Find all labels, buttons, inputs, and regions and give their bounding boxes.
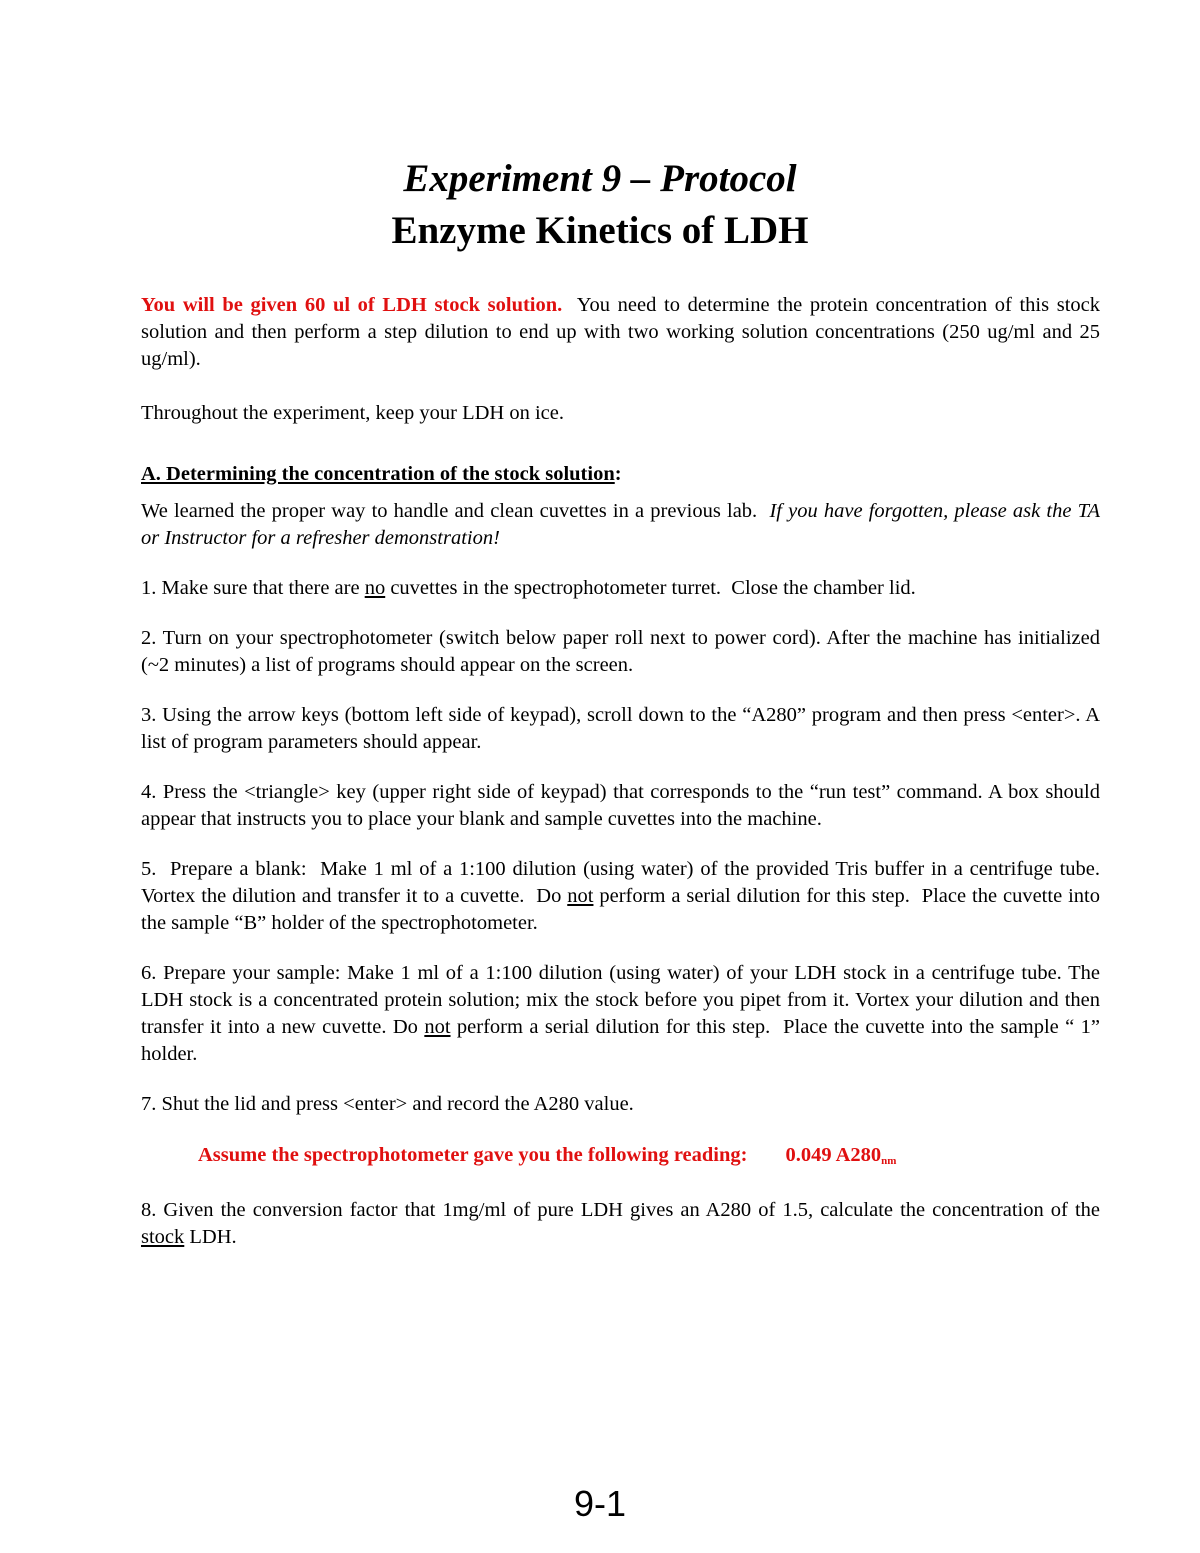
- document-body: [141, 292, 1106, 1251]
- step-8-text-b: LDH.: [184, 1226, 237, 1248]
- step-4: 4. Press the <triangle> key (upper right side of keypad) that corresponds to the “run test” command. A box should appear that instructs you to place your blank and sample cuvettes into the machine.: [141, 781, 1100, 830]
- intro-paragraph: [141, 292, 1106, 373]
- page-number: 9-1: [573, 1483, 627, 1524]
- ice-note: Throughout the experiment, keep your LDH on ice.: [141, 402, 564, 424]
- step-6: [141, 960, 1106, 1068]
- step-6-text-a: 6. Prepare your sample: Make 1 ml of a 1:100 dilution (using water) of your LDH stock in a centrifuge tube. The LDH stock is a concentrated protein solution; mix the stock before you pipet from it. Vortex your dilution and then transfer it into a new cuvette. Do: [141, 962, 1106, 1038]
- assumed-reading-number: 0.049 A280: [785, 1144, 882, 1166]
- step-1: [141, 575, 1100, 602]
- intro-emphasis: You will be given 60 ul of LDH stock solution.: [141, 294, 563, 316]
- document-title: Experiment 9 – Protocol: [403, 157, 797, 200]
- section-a-intro-text: We learned the proper way to handle and clean cuvettes in a previous lab.: [141, 500, 770, 522]
- intro-text: You need to determine the protein concentration of this stock solution and then perform a step dilution to end up with two working solution concentrations (250 ug/ml and 25 ug/ml).: [141, 294, 1106, 370]
- assumed-reading-label: Assume the spectrophotometer gave you the following reading:: [198, 1144, 748, 1166]
- step-5-text-b: perform a serial dilution for this step. Place the cuvette into the sample “B” holder of the spectrophotometer.: [141, 885, 1106, 934]
- assumed-reading-unit: nm: [881, 1155, 897, 1167]
- document-subtitle: Enzyme Kinetics of LDH: [391, 209, 809, 252]
- assumed-reading: [141, 1142, 1100, 1175]
- step-1-text-b: cuvettes in the spectrophotometer turret. Close the chamber lid.: [385, 577, 916, 599]
- step-7: 7. Shut the lid and press <enter> and record the A280 value.: [141, 1093, 634, 1115]
- step-5-underlined: not: [567, 885, 594, 907]
- step-8-underlined: stock: [141, 1226, 185, 1248]
- step-6-text-b: perform a serial dilution for this step. Place the cuvette into the sample “ 1” holder.: [141, 1016, 1106, 1065]
- section-a-heading-suffix: :: [614, 463, 622, 485]
- step-8-text-a: 8. Given the conversion factor that 1mg/ml of pure LDH gives an A280 of 1.5, calculate the concentration of the: [141, 1199, 1106, 1221]
- step-1-text-a: 1. Make sure that there are: [141, 577, 365, 599]
- step-8: [141, 1197, 1106, 1251]
- step-5: [141, 856, 1106, 937]
- step-2: 2. Turn on your spectrophotometer (switch below paper roll next to power cord). After the machine has initialized (~2 minutes) a list of programs should appear on the screen.: [141, 627, 1100, 676]
- step-3: 3. Using the arrow keys (bottom left side of keypad), scroll down to the “A280” program and then press <enter>. A list of program parameters should appear.: [141, 704, 1100, 753]
- section-a-heading-text: A. Determining the concentration of the stock solution: [141, 463, 615, 485]
- section-a-intro: [141, 498, 1100, 552]
- step-5-text-a: 5. Prepare a blank: Make 1 ml of a 1:100 dilution (using water) of the provided Tris buffer in a centrifuge tube. Vortex the dilution and transfer it to a cuvette. Do: [141, 858, 1105, 907]
- section-a-heading: [141, 461, 1100, 488]
- assumed-reading-value: [785, 1144, 896, 1166]
- section-a-intro-italic: If you have forgotten, please ask the TA or Instructor for a refresher demonstration!: [141, 500, 1100, 549]
- step-6-underlined: not: [424, 1016, 451, 1038]
- step-1-underlined: no: [364, 577, 386, 599]
